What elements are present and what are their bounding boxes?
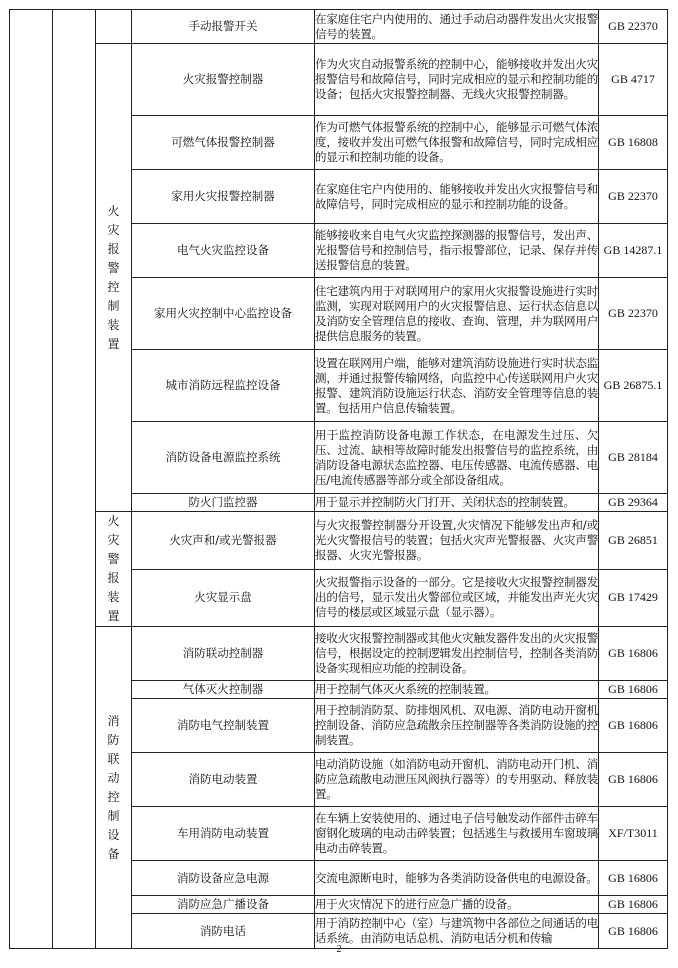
- product-standards-table: [9, 9, 668, 949]
- product-description: 作为可燃气体报警系统的控制中心，能够显示可燃气体浓度，接收并发出可燃气体报警和故障信号，同时完成相应的显示和控制功能的设备。: [315, 116, 599, 170]
- product-description: 用于消防控制中心（室）与建筑物中各部位之间通话的电话系统。由消防电话总机、消防电话分机和传输: [315, 914, 599, 949]
- product-description: 在家庭住宅户内使用的、能够接收并发出火灾报警信号和故障信号，同时完成相应的显示和控制功能的设备。: [315, 170, 599, 224]
- product-description: 能够接收来自电气火灾监控探测器的报警信号，发出声、光报警信号和控制信号，指示报警部位，记录、保存并传送报警信息的装置。: [315, 224, 599, 278]
- product-name: 消防电气控制装置: [132, 699, 315, 753]
- product-name: 电气火灾监控设备: [132, 224, 315, 278]
- product-description: 用于显示并控制防火门打开、关闭状态的控制装置。: [315, 494, 599, 512]
- standard-code: GB 26875.1: [599, 350, 668, 422]
- product-description: 在车辆上安装使用的、通过电子信号触发动作部件击碎车窗钢化玻璃的电动击碎装置；包括逃生与救援用车窗玻璃电动击碎装置。: [315, 807, 599, 861]
- group-label-cell: [96, 44, 132, 512]
- product-name: 可燃气体报警控制器: [132, 116, 315, 170]
- product-description: 电动消防设施（如消防电动开窗机、消防电动开门机、消防应急疏散电动泄压风阀执行器等）的专用驱动、释放装置。: [315, 753, 599, 807]
- product-description: 交流电源断电时，能够为各类消防设备供电的电源设备。: [315, 861, 599, 896]
- product-description: 与火灾报警控制器分开设置,火灾情况下能够发出声和/或光火灾警报信号的装置；包括火灾声光警报器、火灾声警报器、火灾光警报器。: [315, 512, 599, 570]
- standard-code: GB 17429: [599, 569, 668, 627]
- standard-code: GB 16806: [599, 753, 668, 807]
- group-cell-empty: [96, 10, 132, 44]
- standard-code: GB 29364: [599, 494, 668, 512]
- group-label: 火灾警报装置: [107, 514, 120, 623]
- standard-code: GB 22370: [599, 170, 668, 224]
- page-number: 2: [336, 944, 342, 955]
- product-description: 接收火灾报警控制器或其他火灾触发器件发出的火灾报警信号，根据设定的控制逻辑发出控制信号，控制各类消防设备实现相应功能的控制设备。: [315, 627, 599, 681]
- group-label: 消防联动控制设备: [107, 713, 120, 861]
- product-description: 用于控制消防泵、防排烟风机、双电源、消防电动开窗机控制设备、消防应急疏散余压控制器等各类消防设施的控制装置。: [315, 699, 599, 753]
- product-name: 家用火灾控制中心监控设备: [132, 278, 315, 350]
- product-name: 消防设备应急电源: [132, 861, 315, 896]
- standard-code: GB 16806: [599, 627, 668, 681]
- product-description: 用于监控消防设备电源工作状态，在电源发生过压、欠压、过流、缺相等故障时能发出报警信号的监控系统，由消防设备电源状态监控器、电压传感器、电流传感器、电压/电流传感器等部分或全部设备组成。: [315, 422, 599, 494]
- table-row: [10, 10, 668, 44]
- product-name: 消防应急广播设备: [132, 896, 315, 914]
- product-name: 火灾声和/或光警报器: [132, 512, 315, 570]
- product-description: 住宅建筑内用于对联网用户的家用火灾报警设施进行实时监测，实现对联网用户的火灾报警信息、运行状态信息以及消防安全管理信息的接收、查询、管理，并为联网用户提供信息服务的装置。: [315, 278, 599, 350]
- standard-code: GB 26851: [599, 512, 668, 570]
- product-name: 消防联动控制器: [132, 627, 315, 681]
- standard-code: GB 4717: [599, 44, 668, 116]
- product-name: 城市消防远程监控设备: [132, 350, 315, 422]
- standard-code: GB 16806: [599, 699, 668, 753]
- standard-code: GB 16806: [599, 861, 668, 896]
- product-description: 用于控制气体灭火系统的控制装置。: [315, 681, 599, 699]
- product-description: 作为火灾自动报警系统的控制中心，能够接收并发出火灾报警信号和故障信号，同时完成相应的显示和控制功能的设备；包括火灾报警控制器、无线火灾报警控制器。: [315, 44, 599, 116]
- standard-code: XF/T3011: [599, 807, 668, 861]
- table-row: [10, 44, 668, 116]
- standard-code: GB 16808: [599, 116, 668, 170]
- product-name: 手动报警开关: [132, 10, 315, 44]
- standard-code: GB 16806: [599, 681, 668, 699]
- product-name: 防火门监控器: [132, 494, 315, 512]
- product-name: 气体灭火控制器: [132, 681, 315, 699]
- product-name: 消防电话: [132, 914, 315, 949]
- group-label-cell: [96, 512, 132, 627]
- product-name: 车用消防电动装置: [132, 807, 315, 861]
- product-description: 火灾报警指示设备的一部分。它是接收火灾报警控制器发出的信号，显示发出火警部位或区域，并能发出声光火灾信号的楼层或区域显示盘（显示器）。: [315, 569, 599, 627]
- standard-code: GB 16806: [599, 896, 668, 914]
- blank-column-cell: [10, 10, 53, 949]
- product-name: 火灾报警控制器: [132, 44, 315, 116]
- product-name: 家用火灾报警控制器: [132, 170, 315, 224]
- table-row: [10, 627, 668, 681]
- group-label-cell: [96, 627, 132, 949]
- standard-code: GB 14287.1: [599, 224, 668, 278]
- standard-code: GB 16806: [599, 914, 668, 949]
- product-name: 消防电动装置: [132, 753, 315, 807]
- product-description: 设置在联网用户端，能够对建筑消防设施进行实时状态监测，并通过报警传输网络，向监控中心传送联网用户火灾报警、建筑消防设施运行状态、消防安全管理等信息的装置。包括用户信息传输装置。: [315, 350, 599, 422]
- standard-code: GB 22370: [599, 10, 668, 44]
- product-name: 消防设备电源监控系统: [132, 422, 315, 494]
- standard-code: GB 22370: [599, 278, 668, 350]
- product-description: 用于火灾情况下的进行应急广播的设备。: [315, 896, 599, 914]
- blank-column-cell: [53, 10, 96, 949]
- standard-code: GB 28184: [599, 422, 668, 494]
- table-row: [10, 512, 668, 570]
- product-name: 火灾显示盘: [132, 569, 315, 627]
- group-label: 火灾报警控制装置: [107, 203, 120, 351]
- product-description: 在家庭住宅户内使用的、通过手动启动器件发出火灾报警信号的装置。: [315, 10, 599, 44]
